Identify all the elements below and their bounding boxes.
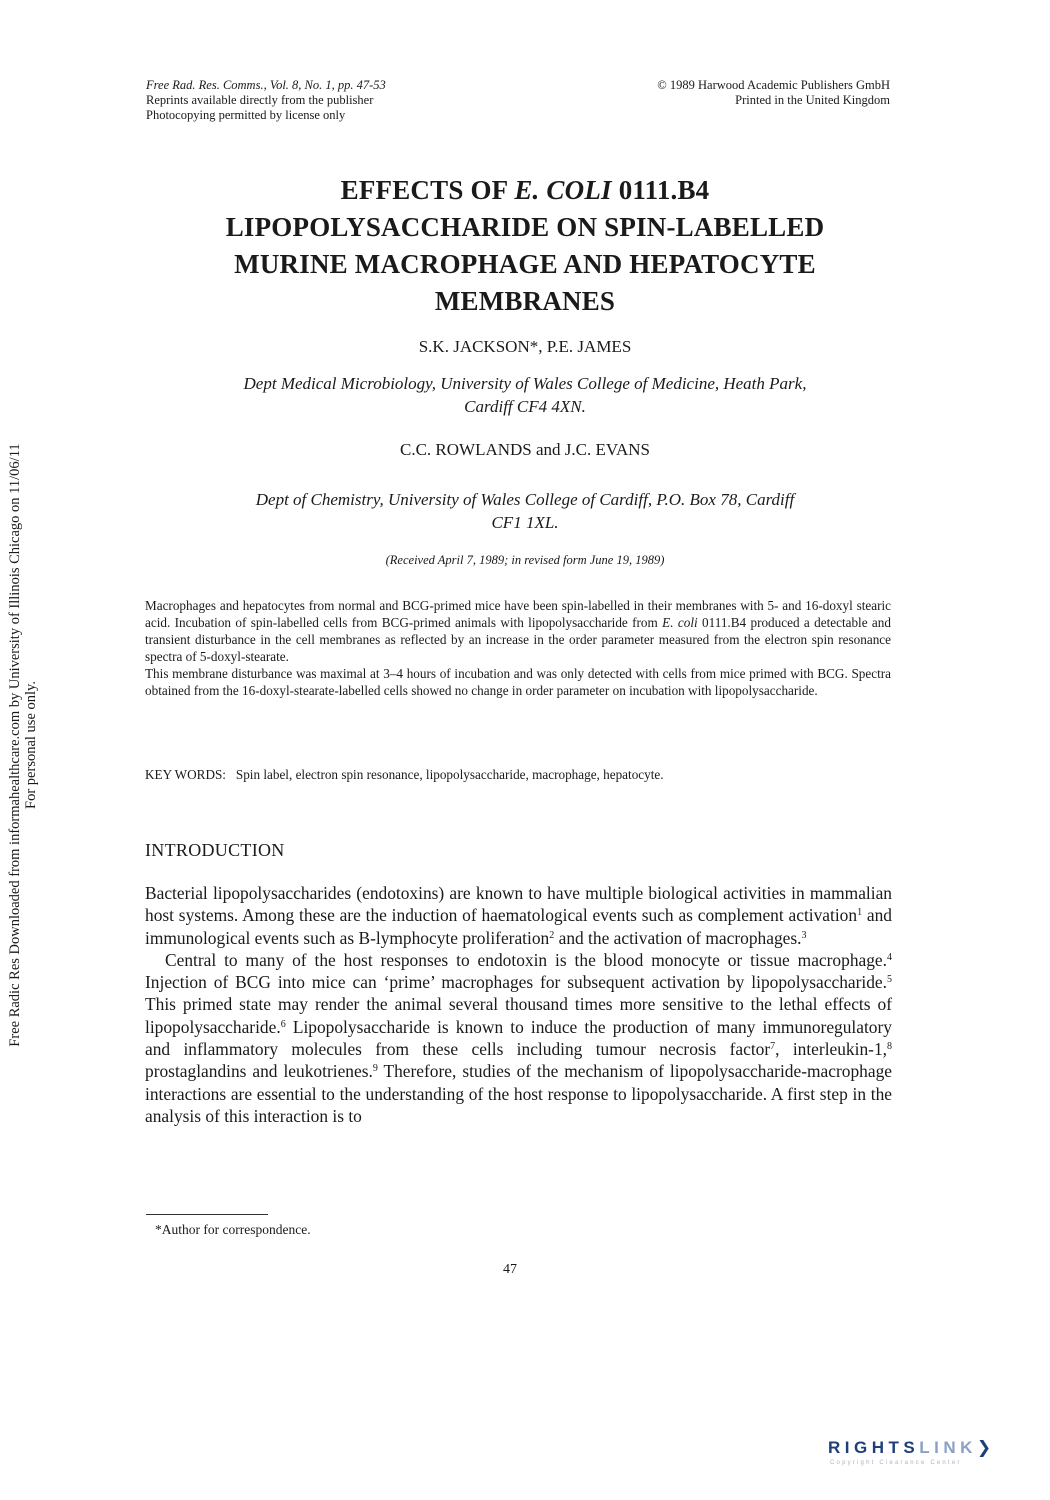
author-group-2: C.C. ROWLANDS and J.C. EVANS [400, 440, 650, 459]
publisher-info [560, 78, 890, 108]
abstract-text: 0111.B4 produced a detectable and transient disturbance in the cell membranes as reflected by an increase in the order parameter measured from the electron spin resonance spectra of 5-doxyl-stearate. [145, 615, 891, 665]
affiliation-2 [150, 488, 900, 534]
wordmark-strong: RIGHTS [828, 1438, 920, 1457]
citation-ref: 4 [887, 951, 892, 963]
affiliation-1 [150, 372, 900, 418]
body-text: , interleukin-1, [775, 1039, 887, 1060]
journal-citation [146, 78, 566, 123]
download-notice [3, 385, 43, 1105]
abstract-paragraph: This membrane disturbance was maximal at 3–4 hours of incubation and was only detected with cells from mice primed with BCG. Spectra obtained from the 16-doxyl-stearate-labelled cells showed no change in order parameter on incubation with lipopolysaccharide. [145, 666, 891, 699]
keywords-list: Spin label, electron spin resonance, lipopolysaccharide, macrophage, hepatocyte. [235, 767, 664, 782]
footnote: *Author for correspondence. [155, 1222, 311, 1237]
paper-title [140, 172, 910, 320]
citation-ref: 7 [770, 1041, 776, 1053]
footnote-divider [146, 1214, 268, 1215]
citation-ref: 3 [801, 929, 807, 941]
citation-line: Reprints available directly from the publisher [146, 93, 374, 107]
body-text: Injection of BCG into mice can ‘prime’ macrophages for subsequent activation by lipopolysaccharide. [145, 972, 887, 993]
body-text: and the activation of macrophages. [554, 927, 802, 948]
download-notice-line: For personal use only. [23, 681, 39, 809]
body-paragraph [145, 949, 892, 1127]
abstract [145, 597, 891, 700]
citation-ref: 2 [549, 929, 555, 941]
keywords [145, 767, 891, 783]
received-dates: (Received April 7, 1989; in revised form June 19, 1989) [385, 553, 665, 567]
rightslink-logo [828, 1438, 1028, 1474]
title-text: 0111.B4 [611, 175, 710, 205]
download-notice-line: Free Radic Res Downloaded from informahealthcare.com by University of Illinois Chicago on 11/06/11 [7, 443, 23, 1047]
abstract-organism: E. coli [662, 615, 698, 631]
affiliation-line: CF1 1XL. [491, 513, 559, 532]
printed-line: Printed in the United Kingdom [735, 93, 890, 107]
body-text: Lipopolysaccharide is known to induce the production of many immunoregulatory and inflammatory molecules from these cells including tumour necrosis factor [145, 1016, 892, 1060]
body-text: This primed state may render the animal several thousand times more sensitive to the lethal effects of lipopolysaccharide. [145, 994, 892, 1037]
intro-body [145, 882, 892, 1127]
title-line-4: MEMBRANES [434, 286, 616, 316]
abstract-paragraph [145, 597, 891, 665]
body-paragraph [145, 882, 892, 949]
title-organism: E. COLI [514, 175, 612, 205]
citation-ref: 9 [372, 1063, 378, 1075]
wordmark-light: LINK [919, 1438, 977, 1457]
section-heading: INTRODUCTION [145, 840, 285, 860]
title-line-2: LIPOPOLYSACCHARIDE ON SPIN-LABELLED [225, 212, 825, 242]
copyright-line: © 1989 Harwood Academic Publishers GmbH [657, 78, 890, 92]
citation-ref: 6 [280, 1018, 286, 1030]
download-notice-text [7, 385, 39, 1105]
abstract-text: Macrophages and hepatocytes from normal and BCG-primed mice have been spin-labelled in their membranes with 5- and 16-doxyl stearic acid. Incubation of spin-labelled cells from BCG-primed animals with lipopolysaccharide from [145, 598, 891, 631]
body-text: and immunological events such as B-lymphocyte proliferation [145, 905, 892, 948]
author-group-1: S.K. JACKSON*, P.E. JAMES [418, 337, 632, 356]
citation-ref: 5 [887, 974, 892, 986]
rightslink-wordmark [828, 1438, 996, 1458]
keywords-label: KEY WORDS: [145, 767, 226, 782]
body-text: Bacterial lipopolysaccharides (endotoxins) are known to have multiple biological activities in mammalian host systems. Among these are the induction of haematological events such as complement activation [145, 883, 892, 926]
affiliation-line: Dept of Chemistry, University of Wales College of Cardiff, P.O. Box 78, Cardiff [255, 490, 795, 509]
page-number: 47 [503, 1262, 517, 1277]
citation-line: Free Rad. Res. Comms., Vol. 8, No. 1, pp. 47-53 [146, 78, 386, 92]
title-text: EFFECTS OF [340, 175, 515, 205]
citation-line: Photocopying permitted by license only [146, 108, 346, 122]
title-line-3: MURINE MACROPHAGE AND HEPATOCYTE [234, 249, 816, 279]
chevron-right-icon: ❯ [976, 1438, 996, 1457]
body-text: Central to many of the host responses to endotoxin is the blood monocyte or tissue macrophage. [165, 949, 887, 970]
body-text: Therefore, studies of the mechanism of lipopolysaccharide-macrophage interactions are essential to the understanding of the host response to lipopolysaccharide. A first step in the analysis of this interaction is to [145, 1061, 892, 1126]
title-line-1 [140, 172, 910, 209]
affiliation-line: Dept Medical Microbiology, University of Wales College of Medicine, Heath Park, [243, 374, 807, 393]
affiliation-line: Cardiff CF4 4XN. [464, 397, 586, 416]
citation-ref: 8 [887, 1041, 892, 1053]
body-text: prostaglandins and leukotrienes. [145, 1061, 373, 1082]
rightslink-tagline: Copyright Clearance Center [830, 1460, 962, 1466]
citation-ref: 1 [857, 907, 863, 919]
